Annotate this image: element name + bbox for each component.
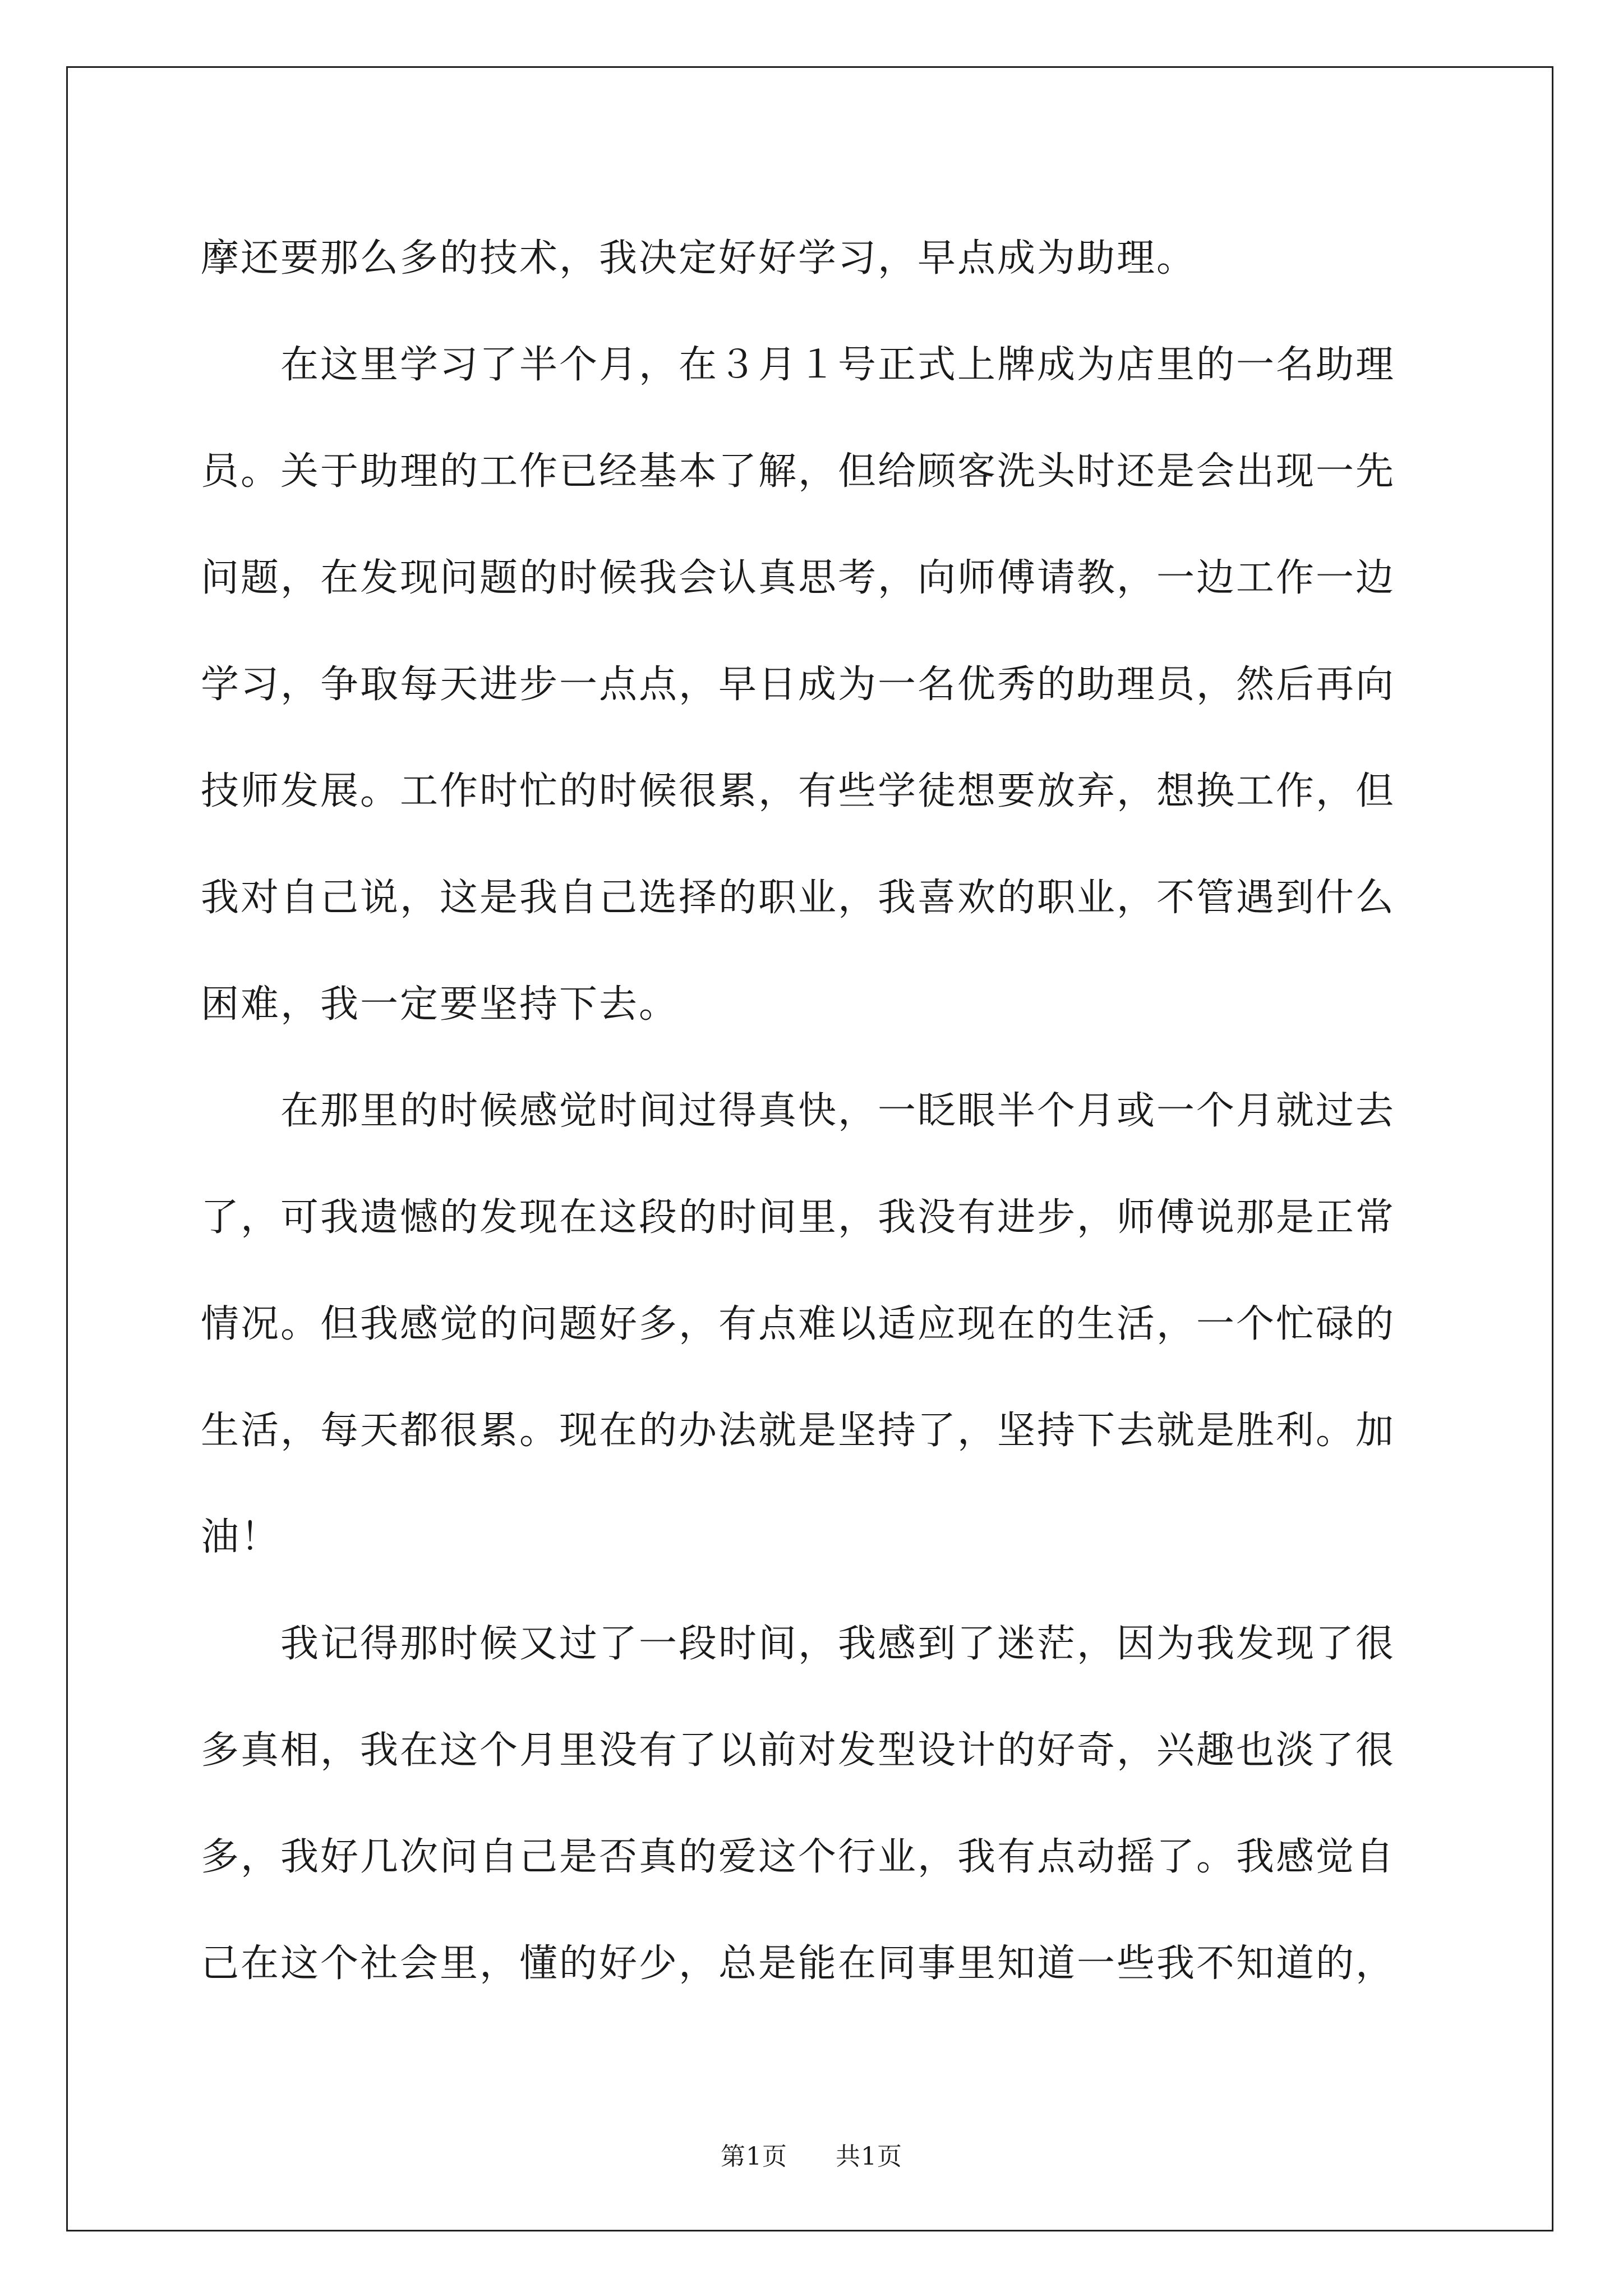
text-line-8: 困难，我一定要坚持下去。 — [201, 982, 679, 1027]
document-body — [201, 205, 1435, 2017]
text-line-17: 己在这个社会里，懂的好少，总是能在同事里知道一些我不知道的， — [201, 1941, 1396, 1986]
text-line-3: 员。关于助理的工作已经基本了解，但给顾客洗头时还是会出现一先 — [201, 449, 1396, 494]
text-line-13: 油！ — [201, 1515, 281, 1559]
total-pages: 共1页 — [836, 2142, 902, 2171]
text-line-15: 多真相，我在这个月里没有了以前对发型设计的好奇，兴趣也淡了很 — [201, 1728, 1396, 1773]
text-line-12: 生活，每天都很累。现在的办法就是坚持了，坚持下去就是胜利。加 — [201, 1409, 1396, 1453]
page-number: 第1页 — [721, 2142, 787, 2171]
text-line-16: 多，我好几次问自己是否真的爱这个行业，我有点动摇了。我感觉自 — [201, 1835, 1396, 1879]
text-line-1: 摩还要那么多的技术，我决定好好学习，早点成为助理。 — [201, 236, 1197, 280]
text-line-11: 情况。但我感觉的问题好多，有点难以适应现在的生活，一个忙碌的 — [201, 1302, 1396, 1346]
text-line-9: 在那里的时候感觉时间过得真快，一眨眼半个月或一个月就过去 — [280, 1089, 1396, 1133]
text-line-10: 了，可我遗憾的发现在这段的时间里，我没有进步，师傅说那是正常 — [201, 1195, 1396, 1240]
text-line-4: 问题，在发现问题的时候我会认真思考，向师傅请教，一边工作一边 — [201, 556, 1396, 600]
text-line-2: 在这里学习了半个月，在３月１号正式上牌成为店里的一名助理 — [280, 343, 1396, 387]
text-line-7: 我对自己说，这是我自己选择的职业，我喜欢的职业，不管遇到什么 — [201, 876, 1396, 920]
text-line-14: 我记得那时候又过了一段时间，我感到了迷茫，因为我发现了很 — [280, 1622, 1396, 1666]
text-line-5: 学习，争取每天进步一点点，早日成为一名优秀的助理员，然后再向 — [201, 662, 1396, 707]
text-line-6: 技师发展。工作时忙的时候很累，有些学徒想要放弃，想换工作，但 — [201, 769, 1396, 813]
page-footer — [0, 2140, 1623, 2174]
